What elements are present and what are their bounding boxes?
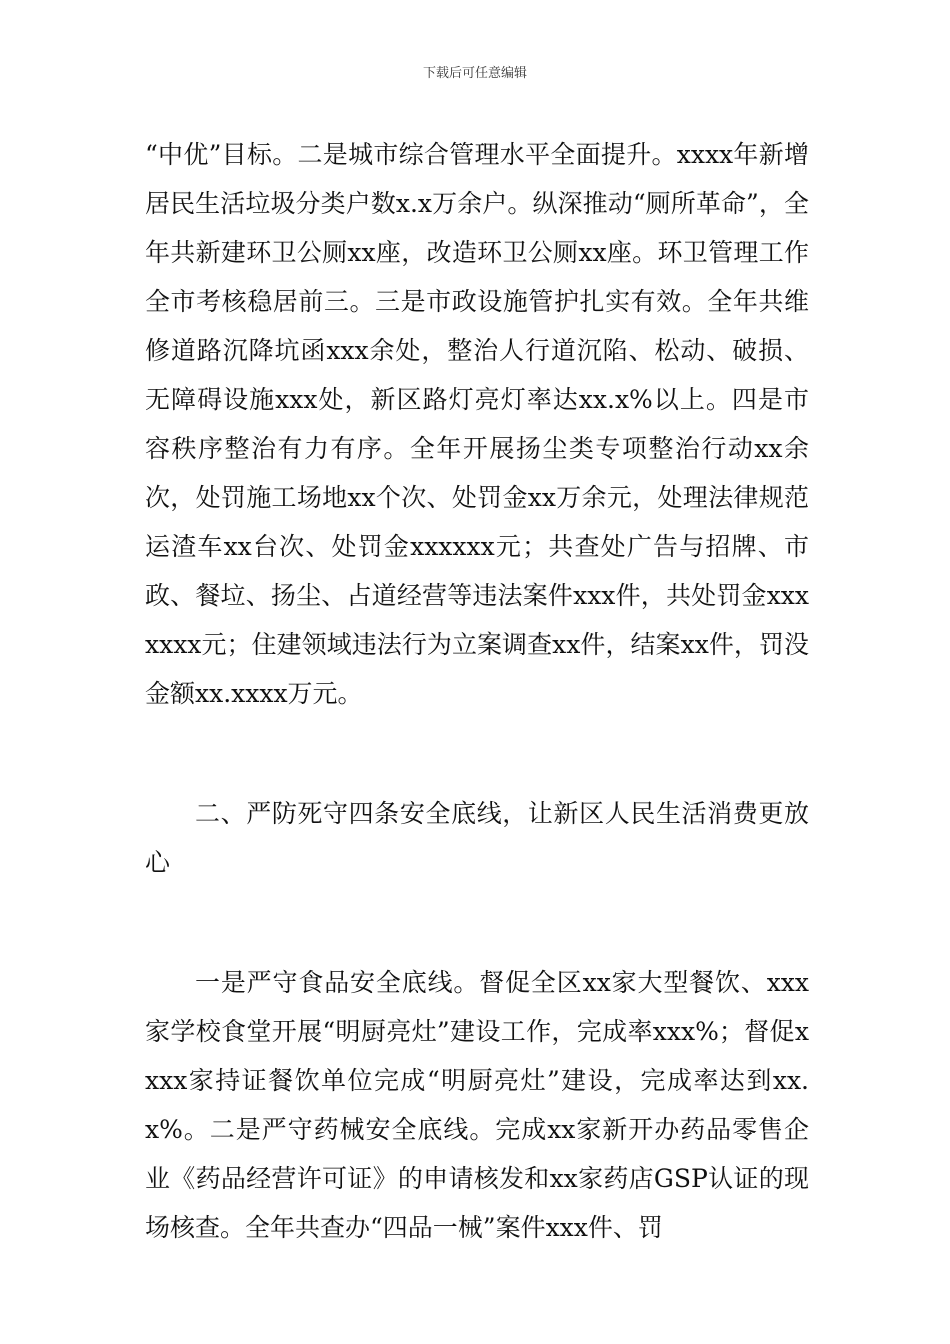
section-heading: 二、严防死守四条安全底线，让新区人民生活消费更放心 bbox=[145, 799, 809, 877]
body-paragraph: “中优”目标。二是城市综合管理水平全面提升。xxxx年新增居民生活垃圾分类户数x.x万余户。纵深推动“厕所革命”，全年共新建环卫公厕xx座，改造环卫公厕xx座。环卫管理工作全市考核稳居前三。三是市政设施管护扎实有效。全年共维修道路沉降坑函xxx余处，整治人行道沉陷、松动、破损、无障碍设施xxx处，新区路灯亮灯率达xx.x%以上。四是市容秩序整治有力有序。全年开展扬尘类专项整治行动xx余次，处罚施工场地xx个次、处罚金xx万余元，处理法律规范运渣车xx台次、处罚金xxxxxx元；共查处广告与招牌、市政、餐垃、扬尘、占道经营等违法案件xxx件，共处罚金xxxxxxx元；住建领域违法行为立案调查xx件，结案xx件，罚没金额xx.xxxx万元。 bbox=[145, 140, 809, 708]
body-paragraph: 一是严守食品安全底线。督促全区xx家大型餐饮、xxx家学校食堂开展“明厨亮灶”建设工作，完成率xxx%；督促xxxx家持证餐饮单位完成“明厨亮灶”建设，完成率达到xx.x%。二是严守药械安全底线。完成xx家新开办药品零售企业《药品经营许可证》的申请核发和xx家药店GSP认证的现场核查。全年共查办“四品一械”案件xxx件、罚 bbox=[145, 968, 809, 1242]
page-header: 下载后可任意编辑 bbox=[422, 66, 527, 81]
document-body bbox=[145, 130, 809, 1252]
